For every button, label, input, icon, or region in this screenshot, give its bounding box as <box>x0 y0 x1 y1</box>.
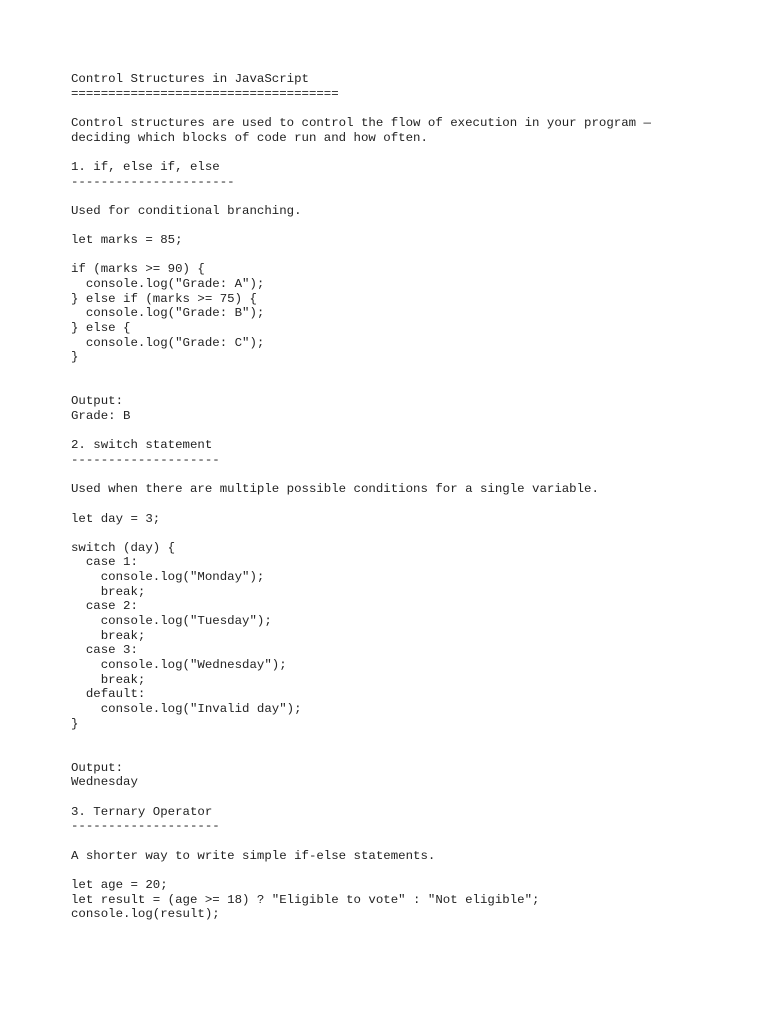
text-line: let age = 20; <box>71 877 168 892</box>
text-line <box>71 219 751 234</box>
text-line <box>71 497 751 512</box>
text-line: -------------------- <box>71 819 220 834</box>
text-line <box>71 468 751 483</box>
text-line: case 3: <box>71 643 138 658</box>
text-line <box>71 790 751 805</box>
text-line <box>71 248 751 263</box>
text-line: let marks = 85; <box>71 233 183 248</box>
text-line: Grade: B <box>71 408 131 423</box>
text-line: Control structures are used to control the flow of execution in your program — <box>71 115 651 130</box>
text-line: default: <box>71 687 146 702</box>
text-line: switch (day) { <box>71 540 176 555</box>
text-line: } else if (marks >= 75) { <box>71 291 257 306</box>
text-line: A shorter way to write simple if-else statements. <box>71 848 436 863</box>
text-line: } <box>71 350 79 365</box>
text-line: console.log("Grade: B"); <box>71 306 265 321</box>
text-line: console.log("Wednesday"); <box>71 658 287 673</box>
text-line <box>71 731 751 746</box>
text-line <box>71 365 751 380</box>
text-line <box>71 145 751 160</box>
text-line: case 2: <box>71 599 138 614</box>
text-line <box>71 863 751 878</box>
text-line <box>71 834 751 849</box>
text-line <box>71 380 751 395</box>
text-line: Wednesday <box>71 775 138 790</box>
text-line: case 1: <box>71 555 138 570</box>
text-line: let result = (age >= 18) ? "Eligible to vote" : "Not eligible"; <box>71 892 540 907</box>
text-line: break; <box>71 628 146 643</box>
text-line <box>71 746 751 761</box>
text-line: ==================================== <box>71 86 339 101</box>
text-line: break; <box>71 584 146 599</box>
text-line: -------------------- <box>71 452 220 467</box>
text-line <box>71 424 751 439</box>
text-line: 2. switch statement <box>71 438 213 453</box>
text-line: console.log("Invalid day"); <box>71 702 302 717</box>
document-text <box>71 72 751 922</box>
text-line: ---------------------- <box>71 174 235 189</box>
document-page <box>71 72 751 922</box>
text-line: console.log("Grade: A"); <box>71 277 265 292</box>
text-line: } <box>71 716 79 731</box>
text-line: deciding which blocks of code run and how often. <box>71 130 428 145</box>
text-line <box>71 526 751 541</box>
text-line <box>71 101 751 116</box>
text-line: console.log("Grade: C"); <box>71 335 265 350</box>
text-line: console.log(result); <box>71 907 220 922</box>
text-line: console.log("Tuesday"); <box>71 614 272 629</box>
text-line: console.log("Monday"); <box>71 570 265 585</box>
text-line: 1. if, else if, else <box>71 159 220 174</box>
text-line: } else { <box>71 321 131 336</box>
text-line <box>71 189 751 204</box>
text-line: Control Structures in JavaScript <box>71 72 309 86</box>
text-line: Used when there are multiple possible conditions for a single variable. <box>71 482 599 497</box>
text-line: if (marks >= 90) { <box>71 262 205 277</box>
text-line: 3. Ternary Operator <box>71 804 213 819</box>
text-line: Output: <box>71 394 124 409</box>
text-line: Output: <box>71 760 124 775</box>
text-line: break; <box>71 672 146 687</box>
text-line: Used for conditional branching. <box>71 203 302 218</box>
text-line: let day = 3; <box>71 511 161 526</box>
